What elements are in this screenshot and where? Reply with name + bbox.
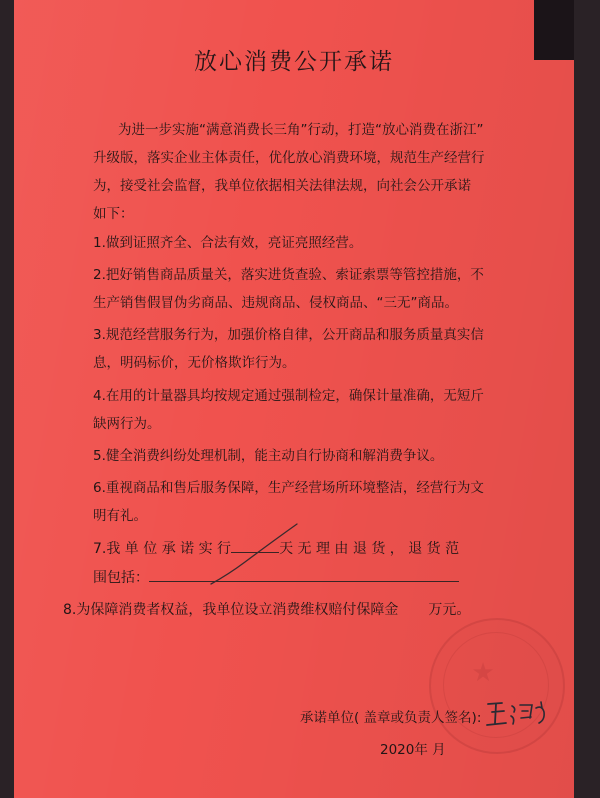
item-6-line-1: 6.重视商品和售后服务保障，生产经营场所环境整洁，经营行为文 [93,480,484,496]
item-7-part-2: 天 无 理 由 退 货 ， 退 货 范 [279,541,460,557]
item-7-part-1: 7.我 单 位 承 诺 实 行 [93,541,232,557]
official-seal-stamp: ★ [429,618,565,754]
item-5-line-1: 5.健全消费纠纷处理机制，能主动自行协商和解消费争议。 [93,448,444,464]
item-8-part-1: 8.为保障消费者权益，我单位设立消费维权赔付保障金 [63,602,399,618]
item-7-part-3: 围包括： [93,570,149,586]
intro-line-1: 为进一步实施“满意消费长三角”行动，打造“放心消费在浙江” [118,122,484,138]
signature-date: 2020年 月 [380,742,446,758]
item-3-line-1: 3.规范经营服务行为，加强价格自律，公开商品和服务质量真实信 [93,327,484,343]
item-6-line-2: 明有礼。 [93,508,147,524]
item-4-line-2: 缺两行为。 [93,416,161,432]
handwritten-signature [484,696,554,732]
document-title: 放心消费公开承诺 [194,49,394,75]
intro-line-2: 升级版，落实企业主体责任，优化放心消费环境，规范生产经营行 [93,150,485,166]
item-3-line-2: 息，明码标价，无价格欺诈行为。 [93,355,296,371]
intro-line-4: 如下： [93,206,134,222]
item-1-line-1: 1.做到证照齐全、合法有效，亮证亮照经营。 [93,235,363,251]
item-8-line-1 [63,599,470,619]
item-2-line-2: 生产销售假冒伪劣商品、违规商品、侵权商品、“三无”商品。 [93,295,458,311]
item-8-part-2: 万元。 [428,602,471,618]
strikethrough-pen-stroke [199,518,309,588]
commitment-document [14,0,574,798]
item-2-line-1: 2.把好销售商品质量关，落实进货查验、索证索票等管控措施，不 [93,267,484,283]
intro-line-3: 为，接受社会监督，我单位依据相关法律法规，向社会公开承诺 [93,178,471,194]
item-4-line-1: 4.在用的计量器具均按规定通过强制检定，确保计量准确，无短斤 [93,388,484,404]
signature-label: 承诺单位( 盖章或负责人签名): [300,710,482,726]
